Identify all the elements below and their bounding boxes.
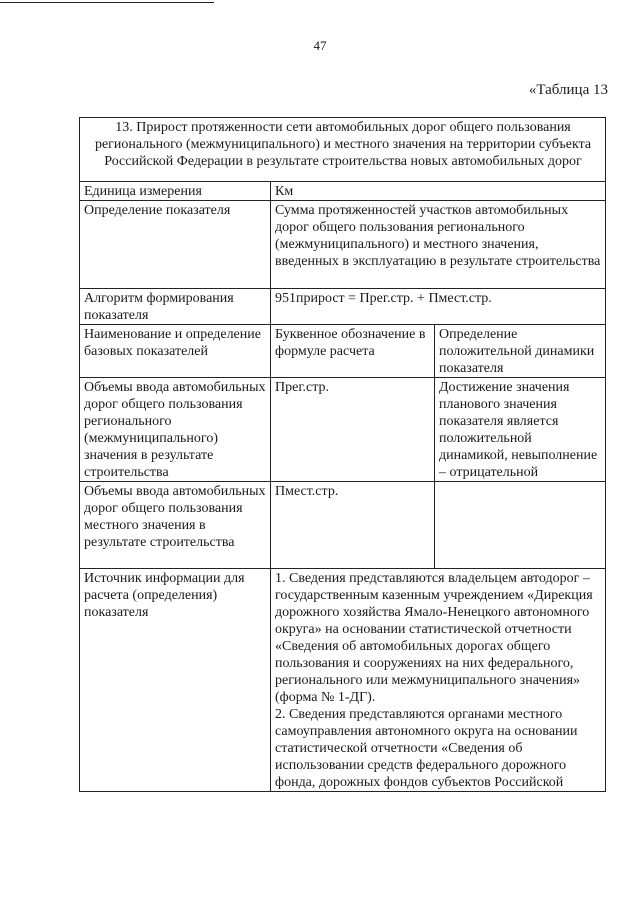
header-rule (0, 2, 214, 3)
source-text (271, 569, 606, 792)
page-number: 47 (313, 38, 327, 53)
base-indicator-symbol: Пмест.стр. (271, 482, 435, 569)
base-indicator-symbol: Прег.стр. (271, 378, 435, 482)
base-header-row (80, 325, 606, 378)
dynamics-definition: Достижение значения планового значения показателя является положительной динамикой, невыполнение – отрицательной (435, 378, 606, 482)
algorithm-value: 951прирост = Прег.стр. + Пмест.стр. (271, 289, 606, 325)
definition-label: Определение показателя (80, 201, 271, 289)
algorithm-row (80, 289, 606, 325)
indicator-table (79, 117, 606, 792)
base-header-name: Наименование и определение базовых показателей (80, 325, 271, 378)
table-label: «Таблица 13 (528, 82, 608, 98)
definition-value: Сумма протяженностей участков автомобильных дорог общего пользования регионального (межмуниципального) и местного значения, введенных в эксплуатацию в результате строительства (271, 201, 606, 289)
base-indicator-name: Объемы ввода автомобильных дорог общего пользования местного значения в результате строительства (80, 482, 271, 569)
algorithm-label: Алгоритм формирования показателя (80, 289, 271, 325)
unit-value: Км (271, 182, 606, 201)
source-row (80, 569, 606, 792)
base-header-symbol: Буквенное обозначение в формуле расчета (271, 325, 435, 378)
source-paragraph: (форма № 1-ДГ). (275, 690, 376, 705)
source-label: Источник информации для расчета (определения) показателя (80, 569, 271, 792)
table-row (80, 482, 606, 569)
unit-row (80, 182, 606, 201)
base-header-dynamics: Определение положительной динамики показателя (435, 325, 606, 378)
source-paragraph: 2. Сведения представляются органами местного самоуправления автономного округа на основании статистической отчетности «Сведения об использовании средств федерального дорожного фонда, дорожных фондов субъектов Российской (275, 707, 578, 790)
title-row (80, 118, 606, 182)
base-indicator-name: Объемы ввода автомобильных дорог общего пользования регионального (межмуниципального) значения в результате строительства (80, 378, 271, 482)
definition-row (80, 201, 606, 289)
table-title: 13. Прирост протяженности сети автомобильных дорог общего пользования регионального (межмуниципального) и местного значения на территории субъекта Российской Федерации в результате строительства новых автомобильных дорог (80, 118, 606, 182)
table-row (80, 378, 606, 482)
source-paragraph: 1. Сведения представляются владельцем автодорог – государственным казенным учреждением «Дирекция дорожного хозяйства Ямало-Ненецкого автономного округа» на основании статистической отчетности «Сведения об автомобильных дорогах общего пользования и сооружениях на них федерального, регионального или межмуниципального значения» (275, 571, 593, 688)
unit-label: Единица измерения (80, 182, 271, 201)
dynamics-continuation (435, 482, 606, 569)
